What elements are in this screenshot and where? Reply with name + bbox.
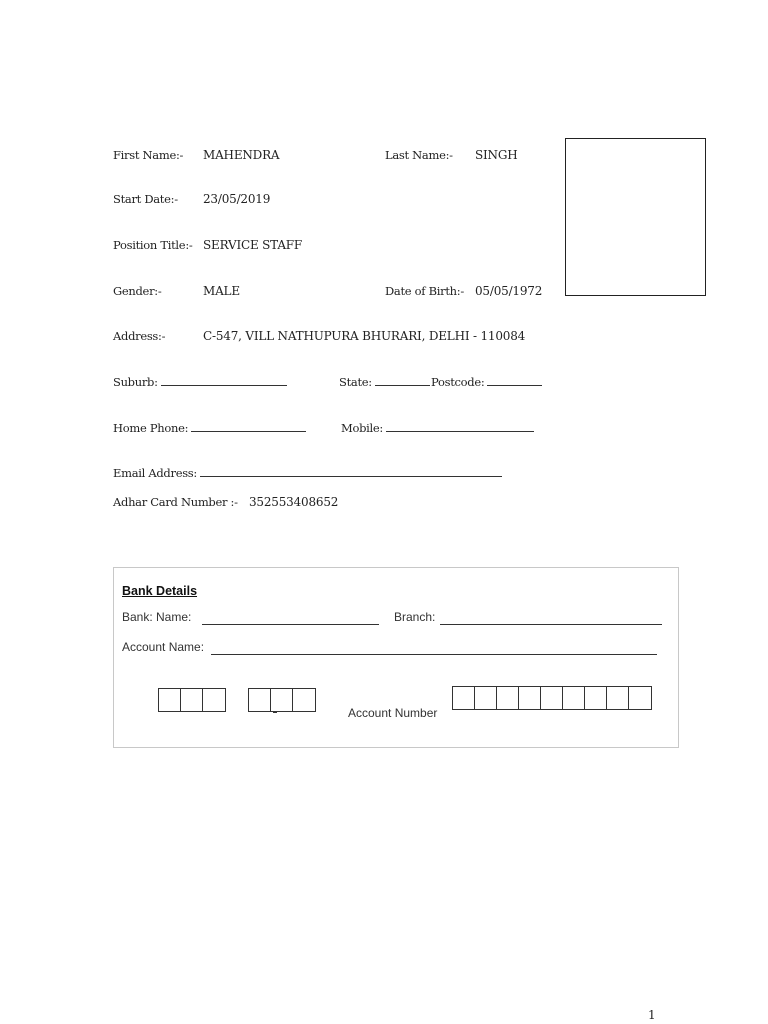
digit-box[interactable]	[497, 687, 519, 709]
home-phone-label: Home Phone:	[113, 421, 189, 435]
first-name-label: First Name:-	[113, 148, 184, 162]
email-label: Email Address:	[113, 466, 197, 480]
start-date-value[interactable]: 23/05/2019	[203, 192, 271, 206]
address-value[interactable]: C-547, VILL NATHUPURA BHURARI, DELHI - 110084	[203, 329, 526, 343]
email-field	[113, 465, 502, 480]
adhar-value[interactable]: 352553408652	[249, 495, 339, 509]
digit-box[interactable]	[453, 687, 475, 709]
bank-name-label: Bank: Name:	[122, 610, 192, 624]
suburb-input-line[interactable]	[161, 374, 287, 386]
state-input-line[interactable]	[375, 374, 430, 386]
digit-box[interactable]	[519, 687, 541, 709]
digit-box[interactable]	[541, 687, 563, 709]
gender-label: Gender:-	[113, 284, 162, 298]
start-date-label: Start Date:-	[113, 192, 178, 206]
home-phone-field	[113, 420, 306, 435]
digit-box[interactable]	[181, 689, 203, 711]
position-title-label: Position Title:-	[113, 238, 193, 252]
suburb-field	[113, 374, 287, 389]
bank-name-input-line[interactable]	[202, 624, 379, 625]
suburb-label: Suburb:	[113, 375, 158, 389]
bsb-group-2-boxes[interactable]	[248, 688, 316, 712]
dob-label: Date of Birth:-	[385, 284, 464, 298]
address-label: Address:-	[113, 329, 166, 343]
digit-box[interactable]	[203, 689, 225, 711]
digit-box[interactable]	[159, 689, 181, 711]
digit-box[interactable]	[629, 687, 651, 709]
home-phone-input-line[interactable]	[191, 420, 306, 432]
branch-label: Branch:	[394, 610, 436, 624]
digit-box[interactable]	[607, 687, 629, 709]
account-number-label: Account Number	[348, 706, 438, 720]
email-input-line[interactable]	[200, 465, 502, 477]
last-name-label: Last Name:-	[385, 148, 453, 162]
digit-box[interactable]	[249, 689, 271, 711]
bsb-dash	[273, 712, 277, 713]
dob-value[interactable]: 05/05/1972	[475, 284, 543, 298]
postcode-field	[431, 374, 542, 389]
last-name-value[interactable]: SINGH	[475, 148, 518, 162]
mobile-input-line[interactable]	[386, 420, 534, 432]
first-name-value[interactable]: MAHENDRA	[203, 148, 280, 162]
state-label: State:	[339, 375, 372, 389]
adhar-label: Adhar Card Number :-	[113, 495, 238, 509]
account-name-label: Account Name:	[122, 640, 205, 654]
mobile-label: Mobile:	[341, 421, 383, 435]
digit-box[interactable]	[585, 687, 607, 709]
postcode-label: Postcode:	[431, 375, 485, 389]
postcode-input-line[interactable]	[487, 374, 542, 386]
bank-details-title: Bank Details	[122, 584, 198, 598]
page-number: 1	[648, 1008, 656, 1022]
digit-box[interactable]	[475, 687, 497, 709]
bank-details-panel	[113, 567, 679, 748]
photo-box	[565, 138, 706, 296]
digit-box[interactable]	[271, 689, 293, 711]
gender-value[interactable]: MALE	[203, 284, 240, 298]
state-field	[339, 374, 430, 389]
branch-input-line[interactable]	[440, 624, 662, 625]
mobile-field	[341, 420, 534, 435]
digit-box[interactable]	[563, 687, 585, 709]
account-name-input-line[interactable]	[211, 654, 657, 655]
account-number-boxes[interactable]	[452, 686, 652, 710]
position-title-value[interactable]: SERVICE STAFF	[203, 238, 303, 252]
bsb-group-1-boxes[interactable]	[158, 688, 226, 712]
digit-box[interactable]	[293, 689, 315, 711]
